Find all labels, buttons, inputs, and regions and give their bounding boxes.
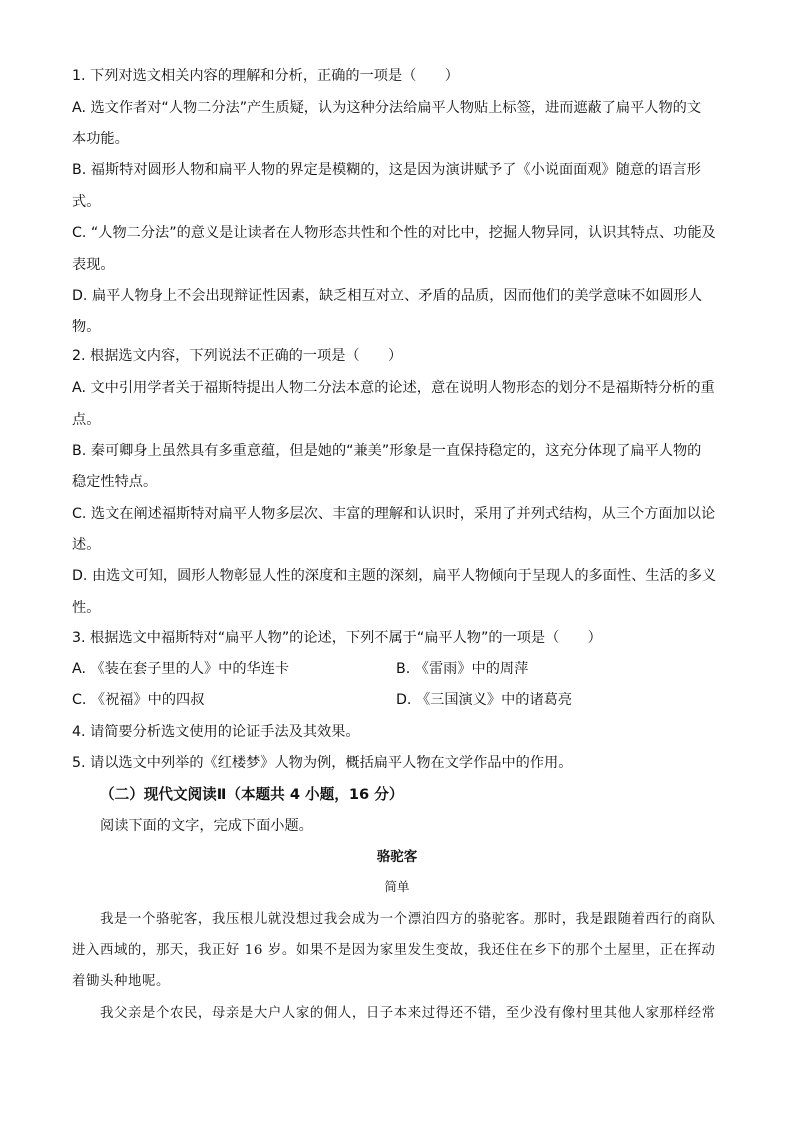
q2-option-d-line2: 性。 <box>72 600 101 616</box>
story-author: 简单 <box>384 879 410 894</box>
q5-stem: 5. 请以选文中列举的《红楼梦》人物为例，概括扁平人物在文学作品中的作用。 <box>72 755 573 771</box>
q3-option-a: A. 《装在套子里的人》中的华连卡 <box>72 661 290 677</box>
story-title: 骆驼客 <box>376 849 418 865</box>
q1-option-c-line1: C. “人物二分法”的意义是让读者在人物形态共性和个性的对比中，挖掘人物异同，认识其特点、功能及 <box>72 225 716 241</box>
story-paragraph1-line2: 进入西域的，那天，我正好 16 岁。如果不是因为家里发生变故，我还住在乡下的那个土屋里，正在挥动 <box>72 943 716 958</box>
q2-option-b-line2: 稳定性特点。 <box>72 474 158 490</box>
q3-stem: 3. 根据选文中福斯特对“扁平人物”的论述，下列不属于“扁平人物”的一项是（ ） <box>72 630 602 646</box>
q1-option-d-line1: D. 扁平人物身上不会出现辩证性因素，缺乏相互对立、矛盾的品质，因而他们的美学意味不如圆形人 <box>72 288 703 304</box>
q2-option-a-line1: A. 文中引用学者关于福斯特提出人物二分法本意的论述，意在说明人物形态的划分不是福斯特分析的重 <box>72 380 715 396</box>
q2-option-b-line1: B. 秦可卿身上虽然具有多重意蕴，但是她的“兼美”形象是一直保持稳定的，这充分体现了扁平人物的 <box>72 443 702 459</box>
q2-option-c-line1: C. 选文在阐述福斯特对扁平人物多层次、丰富的理解和认识时，采用了并列式结构，从三个方面加以论 <box>72 506 716 522</box>
story-paragraph1-line1: 我是一个骆驼客，我压根儿就没想过我会成为一个漂泊四方的骆驼客。那时，我是跟随着西行的商队 <box>100 912 716 927</box>
q1-option-b-line1: B. 福斯特对圆形人物和扁平人物的界定是模糊的，这是因为演讲赋予了《小说面面观》随意的语言形 <box>72 162 701 178</box>
q1-option-d-line2: 物。 <box>72 319 101 335</box>
q1-option-b-line2: 式。 <box>72 194 101 210</box>
section-instruction: 阅读下面的文字，完成下面小题。 <box>100 818 313 834</box>
story-paragraph2-line1: 我父亲是个农民，母亲是大户人家的佣人，日子本来过得还不错，至少没有像村里其他人家那样经常 <box>100 1006 716 1021</box>
section-heading: （二）现代文阅读Ⅱ（本题共 4 小题，16 分） <box>100 786 404 803</box>
q3-option-b: B. 《雷雨》中的周萍 <box>396 661 529 677</box>
q2-stem: 2. 根据选文内容，下列说法不正确的一项是（ ） <box>72 348 403 364</box>
q2-option-a-line2: 点。 <box>72 412 101 428</box>
q1-option-a-line1: A. 选文作者对“人物二分法”产生质疑，认为这种分法给扁平人物贴上标签，进而遮蔽了扁平人物的文 <box>72 100 702 116</box>
q3-option-c: C. 《祝福》中的四叔 <box>72 692 205 708</box>
q1-option-c-line2: 表现。 <box>72 257 115 273</box>
q1-stem: 1. 下列对选文相关内容的理解和分析，正确的一项是（ ） <box>72 68 459 84</box>
q1-option-a-line2: 本功能。 <box>72 131 129 147</box>
story-paragraph1-line3: 着锄头种地呢。 <box>72 974 170 989</box>
q2-option-d-line1: D. 由选文可知，圆形人物彰显人性的深度和主题的深刻，扁平人物倾向于呈现人的多面性、生活的多义 <box>72 568 717 584</box>
q2-option-c-line2: 述。 <box>72 537 101 553</box>
q3-option-d: D. 《三国演义》中的诸葛亮 <box>396 692 573 708</box>
q4-stem: 4. 请简要分析选文使用的论证手法及其效果。 <box>72 724 360 740</box>
